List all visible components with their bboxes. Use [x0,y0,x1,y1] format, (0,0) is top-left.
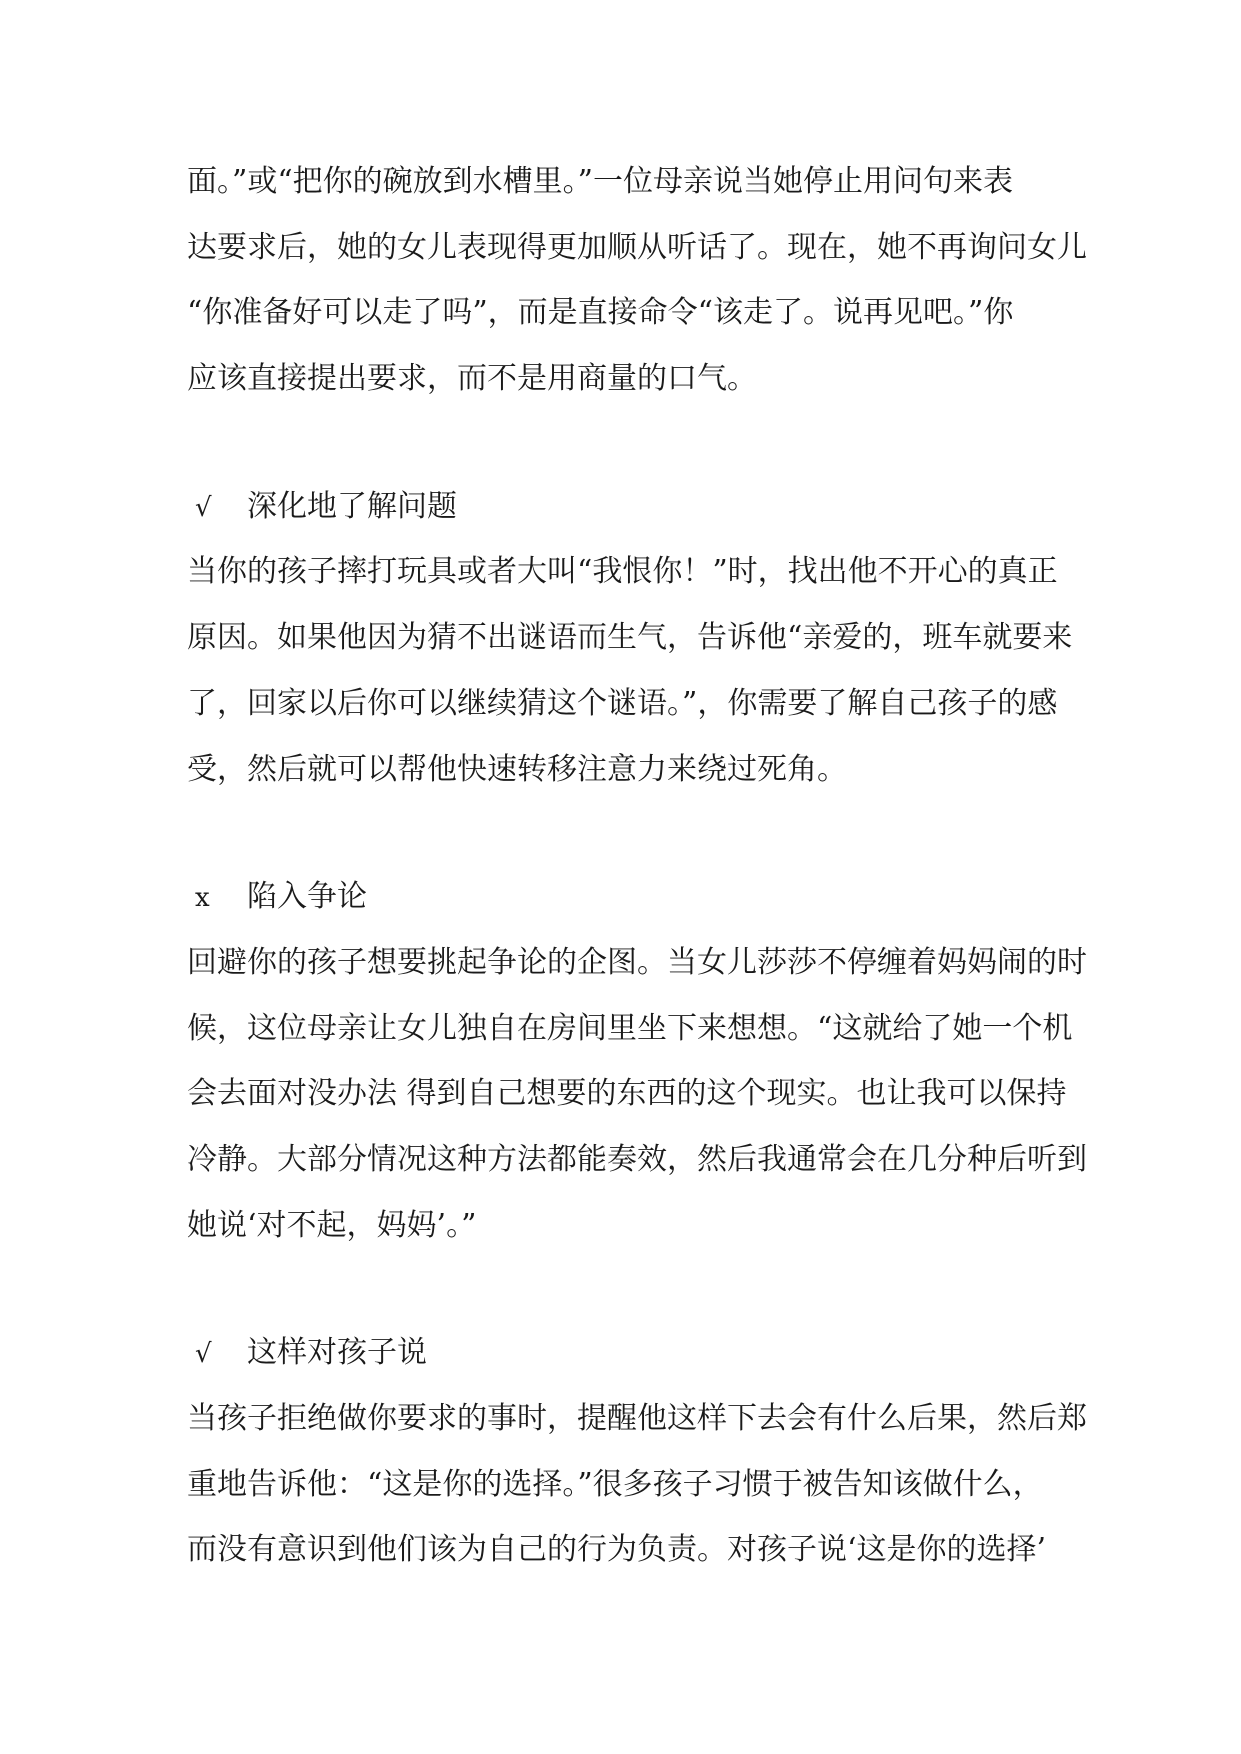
paragraph-line: 面。”或“把你的碗放到水槽里。”一位母亲说当她停止用问句来表 [187,164,1014,199]
section-heading [195,487,1065,528]
paragraph-line: 重地告诉他：“这是你的选择。”很多孩子习惯于被告知该做什么， [187,1467,1043,1502]
paragraph-line: 当孩子拒绝做你要求的事时，提醒他这样下去会有什么后果，然后郑 [187,1401,1087,1436]
section-heading [195,877,1065,918]
section-heading [195,1333,1065,1374]
check-mark-icon: √ [195,493,212,523]
heading-text: 这样对孩子说 [247,1335,427,1370]
paragraph-line: 候，这位母亲让女儿独自在房间里坐下来想想。“这就给了她一个机 [187,1011,1073,1046]
paragraph-line: “你准备好可以走了吗”，而是直接命令“该走了。说再见吧。”你 [187,295,1014,330]
paragraph-line: 当你的孩子摔打玩具或者大叫“我恨你！”时，找出他不开心的真正 [187,554,1058,589]
heading-text: 陷入争论 [247,879,367,914]
paragraph-line: 而没有意识到他们该为自己的行为负责。对孩子说‘这是你的选择’ [187,1532,1047,1567]
paragraph-line: 会去面对没办法 得到自己想要的东西的这个现实。也让我可以保持 [187,1076,1067,1111]
paragraph-line: 她说‘对不起，妈妈’。” [187,1208,477,1243]
heading-text: 深化地了解问题 [247,489,457,524]
paragraph-line: 达要求后，她的女儿表现得更加顺从听话了。现在，她不再询问女儿 [187,230,1087,265]
cross-mark-icon: x [195,883,210,913]
paragraph-line: 原因。如果他因为猜不出谜语而生气，告诉他“亲爱的，班车就要来 [187,620,1073,655]
paragraph-line: 应该直接提出要求，而不是用商量的口气。 [187,361,757,396]
paragraph-line: 受，然后就可以帮他快速转移注意力来绕过死角。 [187,752,847,787]
paragraph-line: 冷静。大部分情况这种方法都能奏效，然后我通常会在几分种后听到 [187,1142,1087,1177]
check-mark-icon: √ [195,1339,212,1369]
paragraph-line: 了，回家以后你可以继续猜这个谜语。”，你需要了解自己孩子的感 [187,686,1058,721]
paragraph-line: 回避你的孩子想要挑起争论的企图。当女儿莎莎不停缠着妈妈闹的时 [187,945,1087,980]
